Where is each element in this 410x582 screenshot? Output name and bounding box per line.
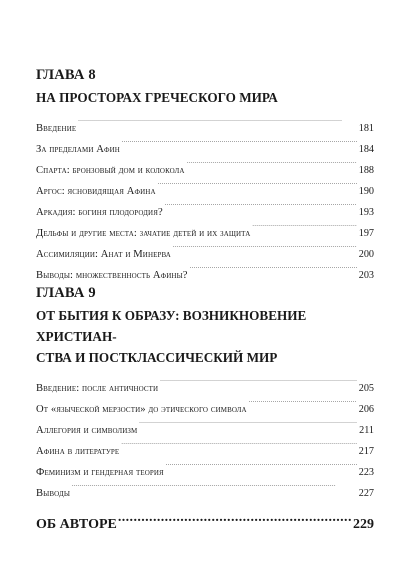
chapter-label: ГЛАВА 8 (36, 67, 96, 83)
chapter-9 (36, 284, 374, 499)
chapter-8 (36, 66, 374, 281)
toc-entry-title: Афина в литературе (36, 446, 120, 457)
toc-entry-title: Аркадия: богиня плодородия? (36, 207, 163, 218)
table-of-contents (36, 66, 374, 535)
toc-entry-title: Введение: после античности (36, 383, 159, 394)
author-page: 229 (353, 517, 374, 532)
toc-entry-about-author[interactable] (36, 508, 374, 535)
toc-entry-page: 181 (358, 123, 374, 134)
dot-leader (165, 194, 357, 215)
dot-leader (158, 173, 357, 194)
toc-entry-page: 184 (358, 144, 374, 155)
chapter-title-line-1: ОТ БЫТИЯ К ОБРАЗУ: ВОЗНИКНОВЕНИЕ ХРИСТИАН- (36, 308, 307, 344)
toc-entry-title: Выводы (36, 488, 71, 499)
toc-entry-title: От «языческой мерзости» до этического символа (36, 404, 247, 415)
dot-leader (249, 391, 357, 412)
dot-leader (121, 433, 356, 454)
toc-entry-title: Аргос: ясновидящая Афина (36, 186, 156, 197)
toc-entry[interactable] (36, 475, 374, 499)
toc-entry-page: 203 (358, 270, 374, 281)
toc-entry-page: 197 (358, 228, 374, 239)
chapter-entries (36, 110, 374, 281)
toc-entry-title: Выводы: множественность Афины? (36, 270, 188, 281)
toc-entry-page: 217 (358, 446, 374, 457)
toc-entry-page: 200 (358, 249, 374, 260)
dot-leader (187, 152, 357, 173)
toc-entry-page: 211 (359, 425, 374, 436)
dot-leader (72, 475, 357, 496)
dot-leader (252, 215, 356, 236)
toc-entry-page: 227 (358, 488, 374, 499)
chapter-entries (36, 370, 374, 499)
toc-entry-title: Спарта: бронзовый дом и колокола (36, 165, 185, 176)
toc-entry-title: Феминизм и гендерная теория (36, 467, 164, 478)
toc-entry-page: 190 (358, 186, 374, 197)
toc-entry-page: 205 (358, 383, 374, 394)
toc-entry-page: 223 (358, 467, 374, 478)
dot-leader (122, 131, 357, 152)
toc-entry-page: 193 (358, 207, 374, 218)
toc-entry-page: 188 (358, 165, 374, 176)
chapter-title: НА ПРОСТОРАХ ГРЕЧЕСКОГО МИРА (36, 90, 278, 105)
toc-entry[interactable] (36, 110, 374, 134)
toc-entry[interactable] (36, 131, 374, 155)
dot-leader (118, 508, 352, 528)
chapter-title-line-2: СТВА И ПОСТКЛАССИЧЕСКИЙ МИР (36, 350, 278, 365)
dot-leader (166, 454, 357, 475)
toc-entry-title: За пределами Афин (36, 144, 120, 155)
toc-entry-title: Аллегория и символизм (36, 425, 138, 436)
toc-entry-page: 206 (358, 404, 374, 415)
dot-leader (139, 412, 357, 433)
dot-leader (160, 370, 357, 391)
dot-leader (190, 257, 357, 278)
author-title: ОБ АВТОРЕ (36, 517, 117, 532)
dot-leader (173, 236, 357, 257)
chapter-label: ГЛАВА 9 (36, 285, 96, 301)
toc-entry[interactable] (36, 370, 374, 394)
toc-entry-title: Дельфы и другие места: зачатие детей и их защита (36, 228, 251, 239)
toc-entry-title: Ассимиляции: Анат и Минерва (36, 249, 171, 260)
dot-leader (78, 110, 356, 131)
toc-entry-title: Введение (36, 123, 77, 134)
